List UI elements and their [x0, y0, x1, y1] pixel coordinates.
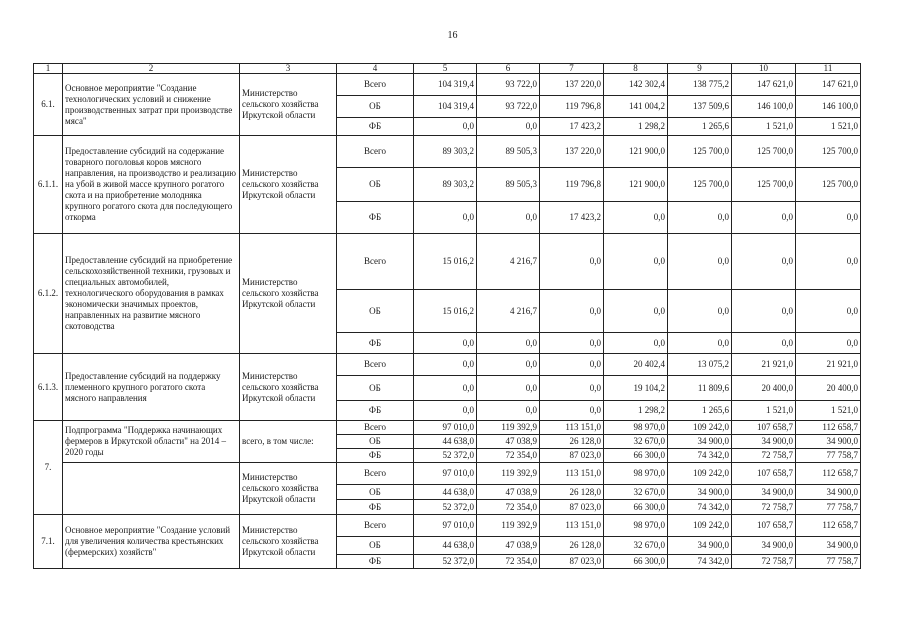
amount-cell: 125 700,0 [668, 136, 732, 168]
amount-cell: 0,0 [477, 376, 540, 401]
item-code-cell: 7. [34, 421, 63, 515]
table-row [34, 354, 861, 376]
amount-cell: 74 342,0 [668, 500, 732, 515]
funding-source-cell: Всего [337, 136, 414, 168]
amount-cell: 20 400,0 [732, 376, 796, 401]
amount-cell: 34 900,0 [796, 485, 861, 500]
header-cell: 4 [337, 64, 414, 74]
amount-cell: 0,0 [732, 290, 796, 333]
header-cell: 9 [668, 64, 732, 74]
amount-cell: 72 758,7 [732, 449, 796, 463]
amount-cell: 0,0 [414, 354, 477, 376]
amount-cell: 1 521,0 [796, 118, 861, 136]
amount-cell: 113 151,0 [540, 421, 604, 435]
amount-cell: 125 700,0 [796, 136, 861, 168]
amount-cell: 0,0 [477, 118, 540, 136]
amount-cell: 98 970,0 [604, 515, 668, 537]
header-cell: 1 [34, 64, 63, 74]
table-row [34, 463, 861, 485]
amount-cell: 0,0 [414, 333, 477, 354]
funding-source-cell: ОБ [337, 168, 414, 202]
amount-cell: 1 265,6 [668, 118, 732, 136]
amount-cell: 97 010,0 [414, 515, 477, 537]
item-description-cell: Предоставление субсидий на содержание товарного поголовья коров мясного направления, на производство и реализацию на убой в живой массе крупного рогатого скота и на приобретение молодняка крупного рогатого скота для последующего откорма [63, 136, 240, 234]
amount-cell: 0,0 [414, 202, 477, 234]
amount-cell: 21 921,0 [796, 354, 861, 376]
amount-cell: 137 220,0 [540, 74, 604, 96]
amount-cell: 26 128,0 [540, 537, 604, 555]
executor-cell: Министерство сельского хозяйства Иркутской области [240, 463, 337, 515]
amount-cell: 113 151,0 [540, 463, 604, 485]
amount-cell: 147 621,0 [796, 74, 861, 96]
amount-cell: 34 900,0 [668, 485, 732, 500]
funding-source-cell: ФБ [337, 118, 414, 136]
amount-cell: 113 151,0 [540, 515, 604, 537]
table-row [34, 234, 861, 290]
funding-source-cell: ОБ [337, 537, 414, 555]
amount-cell: 77 758,7 [796, 555, 861, 569]
item-code-cell: 6.1.3. [34, 354, 63, 421]
amount-cell: 0,0 [732, 202, 796, 234]
amount-cell: 137 509,6 [668, 96, 732, 118]
executor-cell: Министерство сельского хозяйства Иркутской области [240, 136, 337, 234]
amount-cell: 0,0 [732, 234, 796, 290]
amount-cell: 0,0 [604, 333, 668, 354]
amount-cell: 0,0 [414, 376, 477, 401]
item-description-cell: Предоставление субсидий на поддержку племенного крупного рогатого скота мясного направления [63, 354, 240, 421]
amount-cell: 119 392,9 [477, 421, 540, 435]
funding-source-cell: ФБ [337, 555, 414, 569]
funding-source-cell: Всего [337, 421, 414, 435]
amount-cell: 72 354,0 [477, 555, 540, 569]
amount-cell: 0,0 [604, 290, 668, 333]
amount-cell: 72 758,7 [732, 555, 796, 569]
amount-cell: 47 038,9 [477, 485, 540, 500]
amount-cell: 119 796,8 [540, 168, 604, 202]
amount-cell: 119 392,9 [477, 515, 540, 537]
funding-source-cell: ОБ [337, 290, 414, 333]
executor-cell: Министерство сельского хозяйства Иркутской области [240, 74, 337, 136]
header-cell: 5 [414, 64, 477, 74]
table-row [34, 136, 861, 168]
item-description-cell: Основное мероприятие "Создание условий для увеличения количества крестьянских (фермерских) хозяйств" [63, 515, 240, 569]
amount-cell: 74 342,0 [668, 449, 732, 463]
table-body [34, 64, 861, 569]
item-code-cell: 6.1.2. [34, 234, 63, 354]
amount-cell: 98 970,0 [604, 421, 668, 435]
amount-cell: 15 016,2 [414, 290, 477, 333]
amount-cell: 34 900,0 [796, 435, 861, 449]
amount-cell: 0,0 [477, 354, 540, 376]
amount-cell: 112 658,7 [796, 421, 861, 435]
amount-cell: 0,0 [668, 290, 732, 333]
executor-cell: Министерство сельского хозяйства Иркутской области [240, 234, 337, 354]
amount-cell: 87 023,0 [540, 555, 604, 569]
funding-source-cell: ОБ [337, 96, 414, 118]
page-number: 16 [447, 30, 458, 41]
item-code-cell: 6.1. [34, 74, 63, 136]
amount-cell: 74 342,0 [668, 555, 732, 569]
funding-source-cell: ФБ [337, 500, 414, 515]
amount-cell: 112 658,7 [796, 515, 861, 537]
table-row [34, 421, 861, 435]
amount-cell: 119 796,8 [540, 96, 604, 118]
amount-cell: 19 104,2 [604, 376, 668, 401]
amount-cell: 89 505,3 [477, 136, 540, 168]
amount-cell: 109 242,0 [668, 421, 732, 435]
amount-cell: 0,0 [477, 333, 540, 354]
amount-cell: 0,0 [668, 234, 732, 290]
amount-cell: 107 658,7 [732, 463, 796, 485]
funding-source-cell: ОБ [337, 485, 414, 500]
amount-cell: 87 023,0 [540, 500, 604, 515]
amount-cell: 77 758,7 [796, 449, 861, 463]
amount-cell: 72 354,0 [477, 449, 540, 463]
amount-cell: 89 303,2 [414, 136, 477, 168]
amount-cell: 109 242,0 [668, 463, 732, 485]
header-cell: 11 [796, 64, 861, 74]
funding-source-cell: ФБ [337, 401, 414, 421]
amount-cell: 125 700,0 [732, 136, 796, 168]
amount-cell: 104 319,4 [414, 96, 477, 118]
amount-cell: 0,0 [540, 354, 604, 376]
amount-cell: 0,0 [796, 202, 861, 234]
amount-cell: 0,0 [540, 376, 604, 401]
funding-source-cell: ОБ [337, 376, 414, 401]
amount-cell: 32 670,0 [604, 435, 668, 449]
amount-cell: 52 372,0 [414, 449, 477, 463]
amount-cell: 32 670,0 [604, 485, 668, 500]
item-code-cell: 7.1. [34, 515, 63, 569]
amount-cell: 4 216,7 [477, 234, 540, 290]
amount-cell: 0,0 [540, 234, 604, 290]
amount-cell: 77 758,7 [796, 500, 861, 515]
funding-source-cell: Всего [337, 354, 414, 376]
amount-cell: 0,0 [796, 290, 861, 333]
amount-cell: 141 004,2 [604, 96, 668, 118]
amount-cell: 0,0 [604, 202, 668, 234]
amount-cell: 52 372,0 [414, 500, 477, 515]
amount-cell: 34 900,0 [668, 537, 732, 555]
amount-cell: 34 900,0 [732, 537, 796, 555]
amount-cell: 97 010,0 [414, 463, 477, 485]
amount-cell: 87 023,0 [540, 449, 604, 463]
amount-cell: 137 220,0 [540, 136, 604, 168]
amount-cell: 66 300,0 [604, 555, 668, 569]
item-code-cell: 6.1.1. [34, 136, 63, 234]
amount-cell: 17 423,2 [540, 118, 604, 136]
header-cell: 2 [63, 64, 240, 74]
amount-cell: 121 900,0 [604, 136, 668, 168]
amount-cell: 26 128,0 [540, 485, 604, 500]
amount-cell: 32 670,0 [604, 537, 668, 555]
header-cell: 3 [240, 64, 337, 74]
item-description-cell: Подпрограмма "Поддержка начинающих фермеров в Иркутской области" на 2014 – 2020 годы [63, 421, 240, 463]
header-cell: 8 [604, 64, 668, 74]
funding-source-cell: Всего [337, 515, 414, 537]
funding-source-cell: Всего [337, 234, 414, 290]
amount-cell: 47 038,9 [477, 537, 540, 555]
funding-source-cell: ОБ [337, 435, 414, 449]
header-cell: 10 [732, 64, 796, 74]
funding-source-cell: Всего [337, 74, 414, 96]
table-row [34, 74, 861, 96]
amount-cell: 138 775,2 [668, 74, 732, 96]
amount-cell: 21 921,0 [732, 354, 796, 376]
amount-cell: 0,0 [668, 333, 732, 354]
amount-cell: 17 423,2 [540, 202, 604, 234]
amount-cell: 20 402,4 [604, 354, 668, 376]
amount-cell: 1 298,2 [604, 118, 668, 136]
amount-cell: 0,0 [604, 234, 668, 290]
amount-cell: 1 521,0 [796, 401, 861, 421]
amount-cell: 1 265,6 [668, 401, 732, 421]
amount-cell: 104 319,4 [414, 74, 477, 96]
amount-cell: 34 900,0 [732, 485, 796, 500]
item-description-cell: Основное мероприятие "Создание технологических условий и снижение производственных затрат при производстве мяса" [63, 74, 240, 136]
amount-cell: 146 100,0 [732, 96, 796, 118]
header-row [34, 64, 861, 74]
amount-cell: 119 392,9 [477, 463, 540, 485]
amount-cell: 0,0 [540, 333, 604, 354]
budget-table [33, 63, 861, 569]
amount-cell: 125 700,0 [796, 168, 861, 202]
amount-cell: 0,0 [477, 202, 540, 234]
amount-cell: 125 700,0 [668, 168, 732, 202]
amount-cell: 93 722,0 [477, 74, 540, 96]
amount-cell: 0,0 [414, 401, 477, 421]
amount-cell: 147 621,0 [732, 74, 796, 96]
amount-cell: 0,0 [540, 401, 604, 421]
amount-cell: 44 638,0 [414, 435, 477, 449]
amount-cell: 52 372,0 [414, 555, 477, 569]
amount-cell: 0,0 [414, 118, 477, 136]
amount-cell: 0,0 [732, 333, 796, 354]
amount-cell: 112 658,7 [796, 463, 861, 485]
amount-cell: 13 075,2 [668, 354, 732, 376]
amount-cell: 107 658,7 [732, 421, 796, 435]
amount-cell: 11 809,6 [668, 376, 732, 401]
amount-cell: 0,0 [668, 202, 732, 234]
amount-cell: 34 900,0 [796, 537, 861, 555]
amount-cell: 0,0 [477, 401, 540, 421]
amount-cell: 97 010,0 [414, 421, 477, 435]
amount-cell: 26 128,0 [540, 435, 604, 449]
executor-cell: Министерство сельского хозяйства Иркутской области [240, 354, 337, 421]
funding-source-cell: ФБ [337, 202, 414, 234]
amount-cell: 34 900,0 [732, 435, 796, 449]
header-cell: 6 [477, 64, 540, 74]
amount-cell: 20 400,0 [796, 376, 861, 401]
amount-cell: 0,0 [796, 234, 861, 290]
funding-source-cell: ФБ [337, 449, 414, 463]
amount-cell: 146 100,0 [796, 96, 861, 118]
amount-cell: 121 900,0 [604, 168, 668, 202]
item-description-cell: Предоставление субсидий на приобретение сельскохозяйственной техники, грузовых и специальных автомобилей, технологического оборудования в рамках экономически значимых проектов, направленных на развитие мясного скотоводства [63, 234, 240, 354]
header-cell: 7 [540, 64, 604, 74]
amount-cell: 4 216,7 [477, 290, 540, 333]
amount-cell: 107 658,7 [732, 515, 796, 537]
amount-cell: 0,0 [796, 333, 861, 354]
amount-cell: 72 354,0 [477, 500, 540, 515]
amount-cell: 44 638,0 [414, 485, 477, 500]
amount-cell: 89 303,2 [414, 168, 477, 202]
funding-source-cell: ФБ [337, 333, 414, 354]
amount-cell: 1 521,0 [732, 118, 796, 136]
amount-cell: 34 900,0 [668, 435, 732, 449]
amount-cell: 66 300,0 [604, 500, 668, 515]
amount-cell: 1 298,2 [604, 401, 668, 421]
amount-cell: 98 970,0 [604, 463, 668, 485]
table-row [34, 515, 861, 537]
amount-cell: 93 722,0 [477, 96, 540, 118]
amount-cell: 47 038,9 [477, 435, 540, 449]
amount-cell: 15 016,2 [414, 234, 477, 290]
amount-cell: 44 638,0 [414, 537, 477, 555]
amount-cell: 72 758,7 [732, 500, 796, 515]
amount-cell: 142 302,4 [604, 74, 668, 96]
amount-cell: 89 505,3 [477, 168, 540, 202]
amount-cell: 109 242,0 [668, 515, 732, 537]
funding-source-cell: Всего [337, 463, 414, 485]
amount-cell: 0,0 [540, 290, 604, 333]
amount-cell: 1 521,0 [732, 401, 796, 421]
executor-cell: всего, в том числе: [240, 421, 337, 463]
amount-cell: 66 300,0 [604, 449, 668, 463]
item-description-cell [63, 463, 240, 515]
executor-cell: Министерство сельского хозяйства Иркутской области [240, 515, 337, 569]
amount-cell: 125 700,0 [732, 168, 796, 202]
